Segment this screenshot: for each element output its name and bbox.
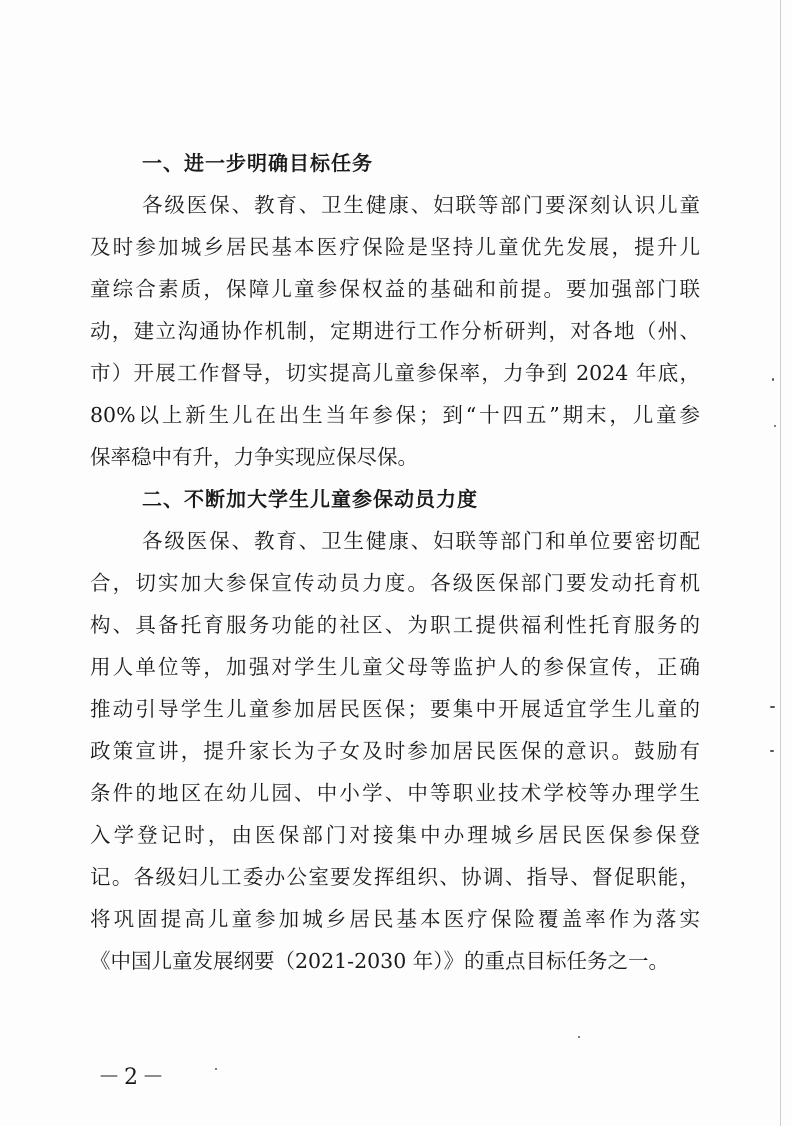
scan-speck [774,425,776,427]
paragraph-line: 及时参加城乡居民基本医疗保险是坚持儿童优先发展，提升儿 [90,235,700,259]
paragraph-line: 条件的地区在幼儿园、中小学、中等职业技术学校等办理学生 [90,781,700,805]
section-heading-1: 一、进一步明确目标任务 [142,151,373,175]
scan-speck [578,1036,580,1038]
section-heading-2: 二、不断加大学生儿童参保动员力度 [142,487,478,511]
page-number: －2－ [98,1065,168,1090]
paragraph-line: 将巩固提高儿童参加城乡居民基本医疗保险覆盖率作为落实 [90,907,700,931]
paragraph-line: 保率稳中有升，力争实现应保尽保。 [90,445,418,469]
paragraph-line: 用人单位等，加强对学生儿童父母等监护人的参保宣传，正确 [90,655,700,679]
document-body [90,142,700,982]
paragraph-line: 童综合素质，保障儿童参保权益的基础和前提。要加强部门联 [90,277,700,301]
paragraph-line: 动，建立沟通协作机制，定期进行工作分析研判，对各地（州、 [90,319,700,343]
paragraph-line: 各级医保、教育、卫生健康、妇联等部门和单位要密切配 [142,529,700,553]
paragraph-line: 合，切实加大参保宣传动员力度。各级医保部门要发动托育机 [90,571,700,595]
scan-speck [770,750,774,752]
paragraph-line: 80%以上新生儿在出生当年参保；到“十四五”期末，儿童参 [90,403,700,427]
paragraph-line: 政策宣讲，提升家长为子女及时参加居民医保的意识。鼓励有 [90,739,700,763]
paragraph-line: 各级医保、教育、卫生健康、妇联等部门要深刻认识儿童 [142,193,700,217]
scan-speck [772,378,774,381]
paragraph-line: 入学登记时，由医保部门对接集中办理城乡居民医保参保登 [90,823,700,847]
paragraph-line: 构、具备托育服务功能的社区、为职工提供福利性托育服务的 [90,613,700,637]
section-paragraph-1 [90,184,700,478]
section-paragraph-2 [90,520,700,982]
scan-speck [215,1068,217,1070]
scan-edge-line [780,0,781,1126]
paragraph-line: 推动引导学生儿童参加居民医保；要集中开展适宜学生儿童的 [90,697,700,721]
scan-speck [770,706,775,708]
paragraph-line: 记。各级妇儿工委办公室要发挥组织、协调、指导、督促职能， [90,865,700,889]
paragraph-line: 市）开展工作督导，切实提高儿童参保率，力争到 2024 年底， [90,361,700,385]
paragraph-line: 《中国儿童发展纲要（2021-2030 年）》的重点目标任务之一。 [90,949,670,973]
